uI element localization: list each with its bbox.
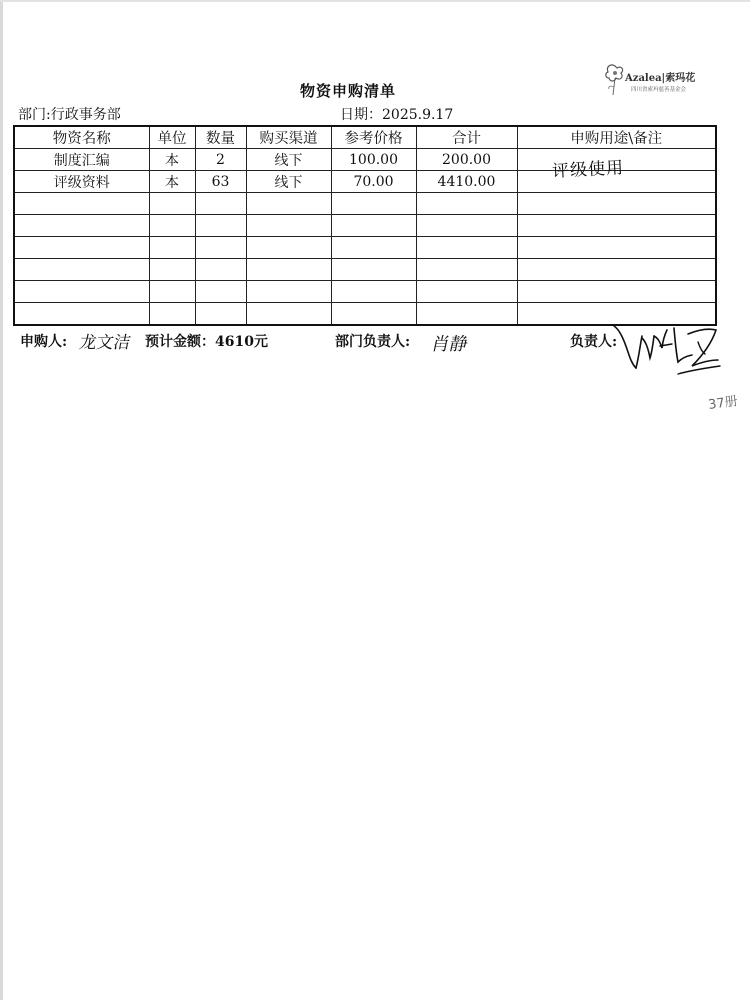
table-cell xyxy=(246,259,331,281)
table-cell: 本 xyxy=(149,171,195,193)
table-cell xyxy=(416,259,517,281)
logo-organization: 四川省索玛慈善基金会 xyxy=(631,87,687,93)
table-row xyxy=(14,303,716,326)
table-cell xyxy=(416,237,517,259)
table-cell xyxy=(149,237,195,259)
table-cell xyxy=(331,237,416,259)
column-header: 合计 xyxy=(416,126,517,149)
handwritten-page-mark: 37册 xyxy=(707,393,739,413)
table-cell: 63 xyxy=(195,171,246,193)
azalea-flower-icon xyxy=(604,62,626,96)
estimated-amount: 预计金额：4610元 xyxy=(145,334,268,350)
applicant-field xyxy=(20,331,67,351)
table-cell xyxy=(416,281,517,303)
table-cell xyxy=(246,303,331,326)
column-header: 购买渠道 xyxy=(246,126,331,149)
logo-name: Azalea|索玛花 xyxy=(625,73,696,84)
department-head-signature: 肖静 xyxy=(429,334,470,355)
table-cell: 200.00 xyxy=(416,149,517,171)
table-cell xyxy=(246,237,331,259)
table-cell xyxy=(331,303,416,326)
table-cell xyxy=(517,193,716,215)
table-cell xyxy=(149,259,195,281)
foundation-logo xyxy=(604,62,724,102)
table-cell xyxy=(195,259,246,281)
scan-edge xyxy=(0,0,750,2)
table-row xyxy=(14,259,716,281)
table-cell xyxy=(14,237,149,259)
table-header-row xyxy=(14,126,716,149)
table-cell xyxy=(195,303,246,326)
table-cell: 线下 xyxy=(246,149,331,171)
table-cell xyxy=(331,215,416,237)
table-cell xyxy=(195,237,246,259)
table-cell xyxy=(14,303,149,326)
table-row xyxy=(14,215,716,237)
scan-edge xyxy=(0,0,3,1000)
column-header: 单位 xyxy=(149,126,195,149)
applicant-label: 申购人: xyxy=(20,334,68,350)
table-cell xyxy=(149,303,195,326)
column-header: 参考价格 xyxy=(331,126,416,149)
column-header: 物资名称 xyxy=(14,126,149,149)
responsible-person-signature xyxy=(612,318,722,380)
column-header: 申购用途\备注 xyxy=(517,126,716,149)
table-cell xyxy=(14,259,149,281)
table-cell xyxy=(246,281,331,303)
department-field: 部门:行政事务部 xyxy=(18,107,121,123)
table-cell xyxy=(14,215,149,237)
table-cell xyxy=(246,193,331,215)
table-cell: 4410.00 xyxy=(416,171,517,193)
table-cell: 本 xyxy=(149,149,195,171)
table-cell xyxy=(416,193,517,215)
document-title: 物资申购清单 xyxy=(300,82,397,100)
table-row xyxy=(14,237,716,259)
table-cell: 评级资料 xyxy=(14,171,149,193)
table-cell xyxy=(14,281,149,303)
responsible-person-label: 负责人: xyxy=(570,334,618,350)
table-cell: 100.00 xyxy=(331,149,416,171)
column-header: 数量 xyxy=(195,126,246,149)
table-cell xyxy=(149,193,195,215)
table-cell xyxy=(14,193,149,215)
table-cell xyxy=(517,281,716,303)
table-cell xyxy=(517,215,716,237)
table-cell xyxy=(331,193,416,215)
date-field: 日期：2025.9.17 xyxy=(340,107,454,123)
table-cell xyxy=(195,215,246,237)
department-head-label: 部门负责人: xyxy=(335,334,411,350)
table-row xyxy=(14,281,716,303)
table-cell xyxy=(517,259,716,281)
applicant-signature: 龙文洁 xyxy=(77,333,133,353)
table-cell: 70.00 xyxy=(331,171,416,193)
table-cell xyxy=(149,215,195,237)
table-cell: 线下 xyxy=(246,171,331,193)
table-cell xyxy=(416,303,517,326)
table-cell xyxy=(195,281,246,303)
table-cell xyxy=(331,281,416,303)
table-cell xyxy=(416,215,517,237)
table-cell xyxy=(331,259,416,281)
table-cell xyxy=(149,281,195,303)
table-cell: 2 xyxy=(195,149,246,171)
handwritten-purpose: 评级使用 xyxy=(551,158,625,182)
table-cell xyxy=(517,237,716,259)
table-cell xyxy=(195,193,246,215)
table-cell xyxy=(246,215,331,237)
table-row xyxy=(14,193,716,215)
table-cell: 制度汇编 xyxy=(14,149,149,171)
